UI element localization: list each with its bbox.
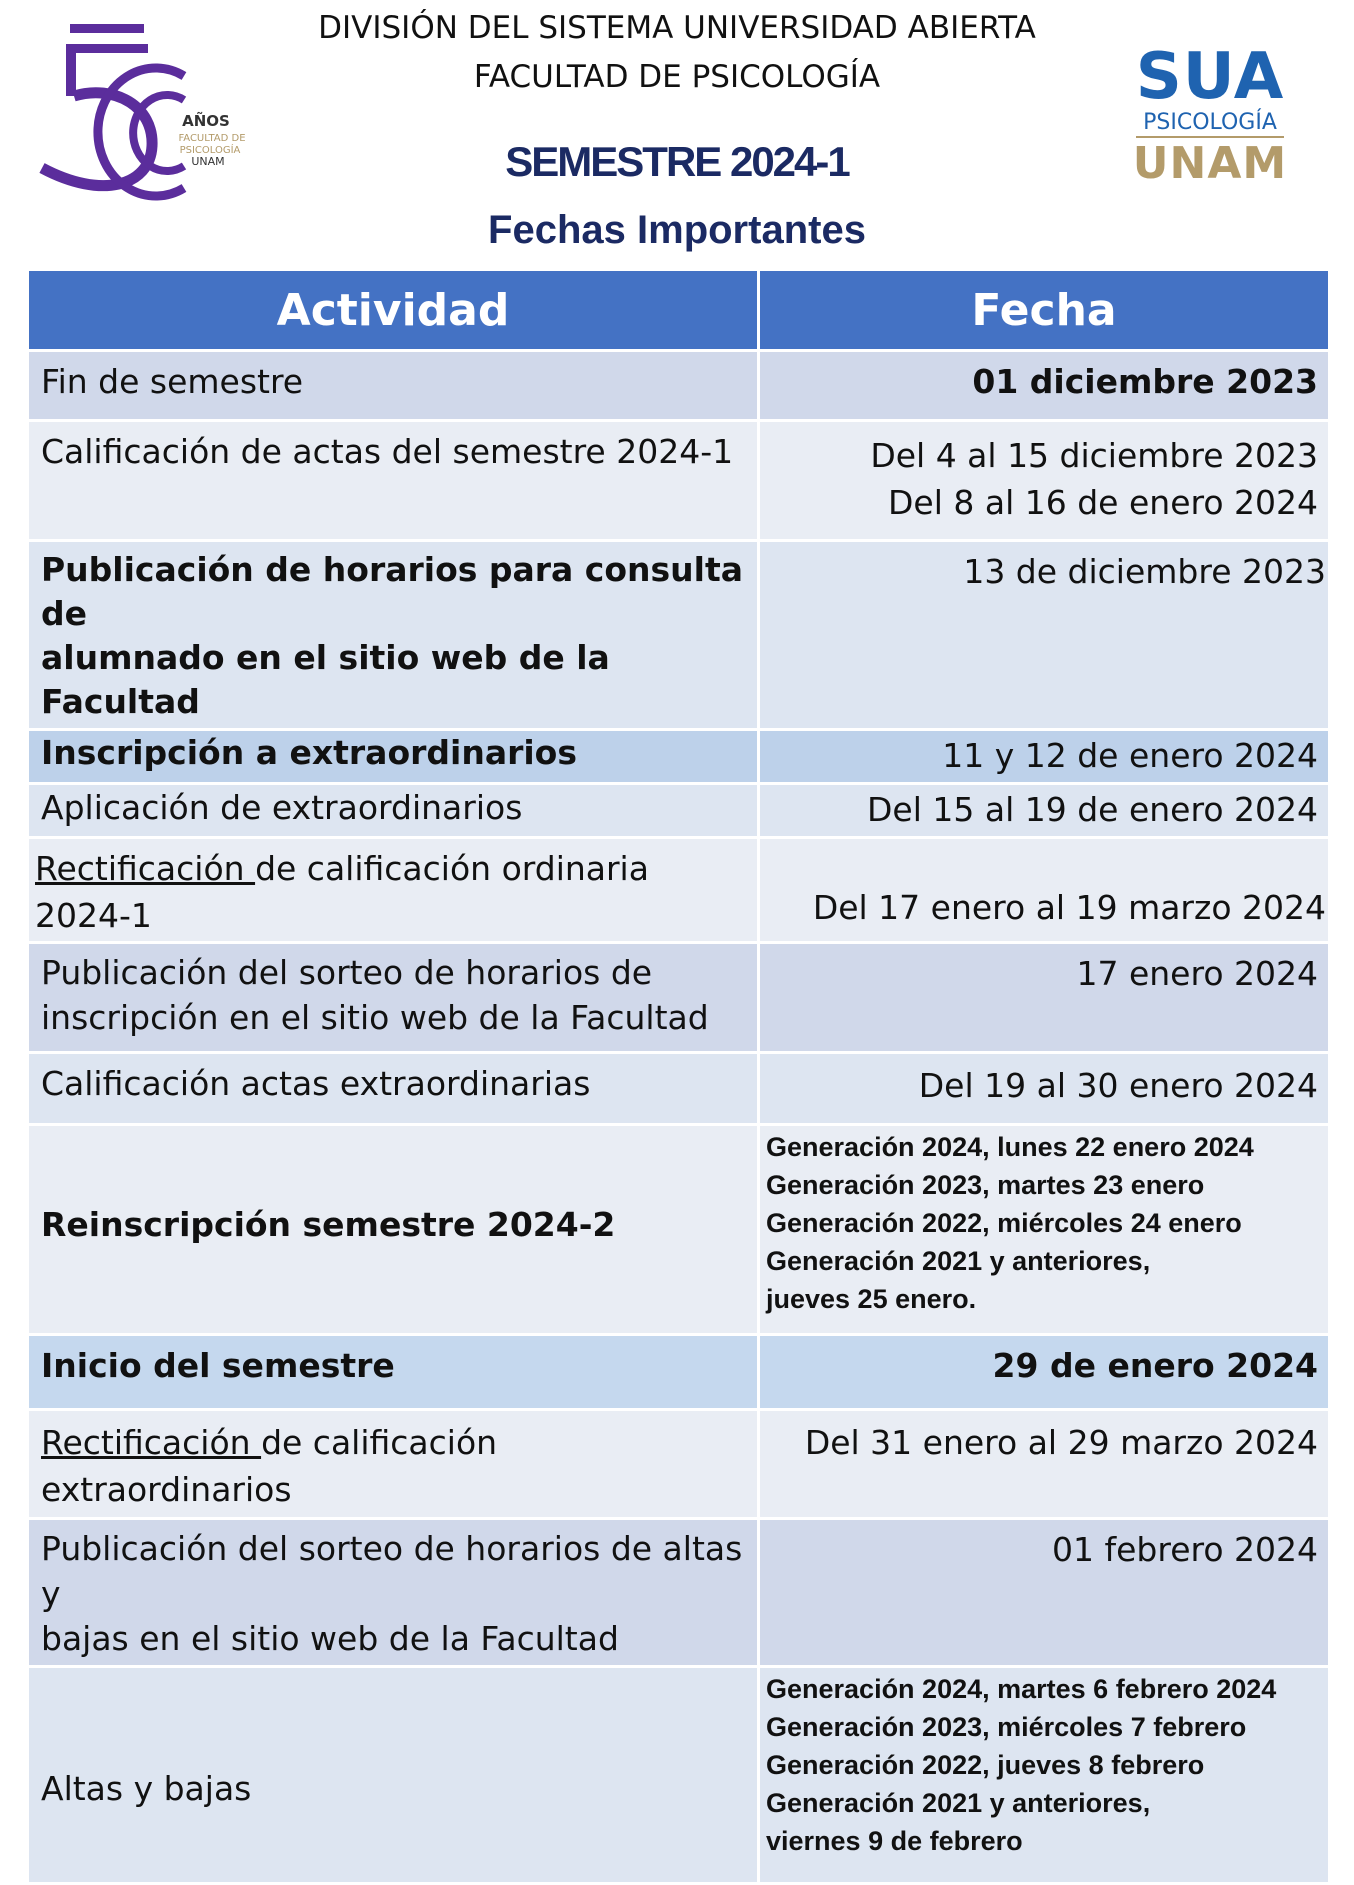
table-row: [28, 421, 1330, 541]
column-header-date: Fecha: [759, 270, 1330, 351]
date-line: Generación 2024, martes 6 febrero 2024: [766, 1674, 1277, 1704]
date-line: Generación 2024, lunes 22 enero 2024: [766, 1132, 1254, 1162]
activity-cell: Reinscripción semestre 2024-2: [28, 1125, 759, 1335]
activity-line: Publicación del sorteo de horarios de altas y: [41, 1529, 743, 1613]
table-row: [28, 541, 1330, 730]
activity-line: alumnado en el sitio web de la Facultad: [41, 638, 610, 721]
date-line: Generación 2023, martes 23 enero: [766, 1170, 1205, 1200]
table-row: [28, 784, 1330, 838]
activity-line: Publicación de horarios para consulta de: [41, 550, 744, 633]
date-cell: 13 de diciembre 2023: [759, 541, 1330, 730]
date-line: jueves 25 enero.: [766, 1284, 977, 1314]
date-line: viernes 9 de febrero: [766, 1826, 1023, 1856]
activity-underlined: Rectificación: [35, 849, 256, 888]
date-cell: 17 enero 2024: [759, 943, 1330, 1053]
table-row: [28, 1410, 1330, 1519]
activity-rest: de calificación ordinaria 2024-1: [35, 849, 649, 935]
date-cell: Del 31 enero al 29 marzo 2024: [759, 1410, 1330, 1519]
table-row: [28, 1125, 1330, 1335]
table-row: [28, 1667, 1330, 1884]
date-line: Generación 2021 y anteriores,: [766, 1788, 1151, 1818]
important-dates-table: [26, 268, 1331, 1885]
activity-cell: Altas y bajas: [28, 1667, 759, 1884]
table-row: [28, 730, 1330, 784]
page-header: [0, 0, 1354, 270]
sua-logo-psicologia: PSICOLOGÍA: [1136, 110, 1284, 138]
column-header-activity: Actividad: [28, 270, 759, 351]
date-line: Generación 2021 y anteriores,: [766, 1246, 1151, 1276]
activity-cell: [28, 1410, 759, 1519]
logo-line2: PSICOLOGÍA: [179, 145, 241, 156]
date-cell: 01 febrero 2024: [759, 1519, 1330, 1667]
date-cell: [759, 421, 1330, 541]
date-cell: Del 19 al 30 enero 2024: [759, 1053, 1330, 1125]
semester-title: SEMESTRE 2024-1: [505, 138, 849, 185]
date-cell: [759, 1667, 1330, 1884]
table-header-row: [28, 270, 1330, 351]
activity-cell: Fin de semestre: [28, 351, 759, 421]
activity-cell: [28, 943, 759, 1053]
sua-logo-unam: UNAM: [1132, 138, 1288, 189]
table-row: [28, 1053, 1330, 1125]
logo-line3: UNAM: [191, 155, 225, 168]
activity-cell: Inscripción a extraordinarios: [28, 730, 759, 784]
table-row: [28, 1519, 1330, 1667]
activity-rest: de calificación extraordinarios: [41, 1423, 498, 1509]
date-cell: 01 diciembre 2023: [759, 351, 1330, 421]
logo-line1: FACULTAD DE: [178, 133, 246, 144]
division-title: DIVISIÓN DEL SISTEMA UNIVERSIDAD ABIERTA: [318, 10, 1036, 46]
date-line: Del 8 al 16 de enero 2024: [888, 483, 1318, 522]
logo-anos: AÑOS: [182, 112, 230, 130]
date-cell: Del 17 enero al 19 marzo 2024: [759, 838, 1330, 943]
activity-cell: [28, 541, 759, 730]
date-cell: 11 y 12 de enero 2024: [759, 730, 1330, 784]
activity-cell: Aplicación de extraordinarios: [28, 784, 759, 838]
activity-underlined: Rectificación: [41, 1423, 262, 1462]
activity-cell: [28, 1519, 759, 1667]
table-row: [28, 943, 1330, 1053]
activity-cell: Calificación actas extraordinarias: [28, 1053, 759, 1125]
activity-line: inscripción en el sitio web de la Facultad: [41, 998, 709, 1037]
date-line: Generación 2022, miércoles 24 enero: [766, 1208, 1242, 1238]
faculty-title: FACULTAD DE PSICOLOGÍA: [473, 59, 881, 95]
date-cell: [759, 1125, 1330, 1335]
date-line: Generación 2023, miércoles 7 febrero: [766, 1712, 1247, 1742]
activity-cell: [28, 838, 759, 943]
page-subtitle: Fechas Importantes: [488, 208, 866, 252]
date-line: Del 4 al 15 diciembre 2023: [870, 436, 1318, 475]
activity-line: Publicación del sorteo de horarios de: [41, 953, 653, 992]
activity-cell: Calificación de actas del semestre 2024-1: [28, 421, 759, 541]
fifty-years-logo: [34, 18, 264, 208]
activity-line: bajas en el sitio web de la Facultad: [41, 1619, 619, 1658]
sua-logo-text: SUA: [1135, 40, 1285, 114]
table-row: [28, 838, 1330, 943]
date-line: Generación 2022, jueves 8 febrero: [766, 1750, 1205, 1780]
activity-cell: Inicio del semestre: [28, 1335, 759, 1410]
sua-unam-logo: [1130, 40, 1290, 194]
table-row: [28, 351, 1330, 421]
date-cell: Del 15 al 19 de enero 2024: [759, 784, 1330, 838]
table-row: [28, 1335, 1330, 1410]
date-cell: 29 de enero 2024: [759, 1335, 1330, 1410]
